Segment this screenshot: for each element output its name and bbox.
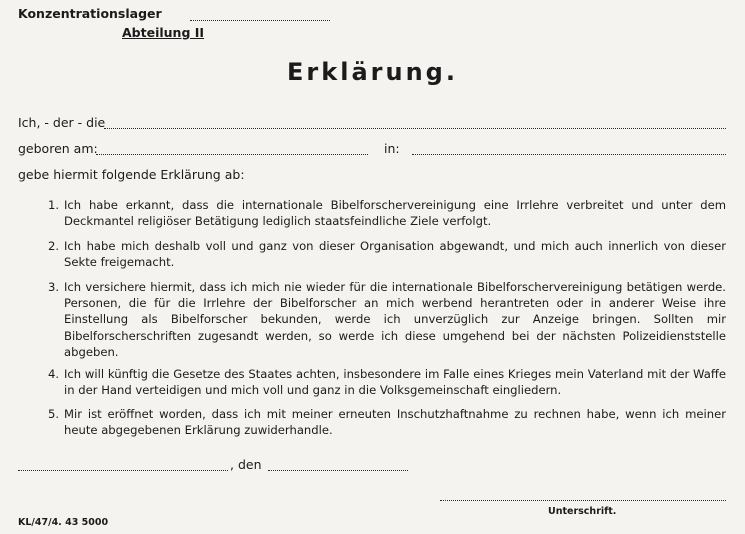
department-label: Abteilung II [122,25,205,40]
name-line [104,128,726,129]
item-number: 4. [48,367,60,381]
declaration-item [48,197,726,231]
item-number: 5. [48,407,60,421]
camp-label: Konzentrationslager [18,6,162,21]
item-text: Ich habe erkannt, dass die internationale Bibelforschervereinigung eine Irrlehre verbreitet und unter dem Deckmantel religiöser Betätigung lediglich staatsfeindliche Ziele verfolgt. [64,198,726,229]
declaration-item [48,238,726,272]
declaration-item [48,366,726,400]
birth-date-line [96,154,368,155]
item-number: 3. [48,280,60,294]
signature-line [440,500,726,501]
declaration-item [48,406,726,440]
birth-place-label: in: [384,141,400,156]
form-code: KL/47/4. 43 5000 [18,517,109,528]
intro-text: gebe hiermit folgende Erklärung ab: [18,167,245,182]
camp-name-line [190,20,330,21]
item-number: 2. [48,239,60,253]
signature-label: Unterschrift. [548,506,617,517]
item-text: Ich habe mich deshalb voll und ganz von dieser Organisation abgewandt, und mich auch innerlich von dieser Sekte freigemacht. [64,239,726,270]
item-text: Mir ist eröffnet worden, dass ich mit meiner erneuten Inschutzhaftnahme zu rechnen habe, wenn ich meiner heute abgegebenen Erklärung zuwiderhandle. [64,407,726,438]
birth-place-line [412,154,726,155]
born-label: geboren am: [18,141,98,156]
item-number: 1. [48,198,60,212]
item-text: Ich will künftig die Gesetze des Staates achten, insbesondere im Falle eines Krieges mein Vaterland mit der Waffe in der Hand verteidigen und mich voll und ganz in die Volksgemeinschaft eingliedern. [64,367,726,398]
place-line [18,470,228,471]
declaration-item [48,279,726,361]
name-label: Ich, - der - die [18,115,106,130]
item-text: Ich versichere hiermit, dass ich mich nie wieder für die internationale Bibelforschervereinigung betätigen werde. Personen, die für die Irrlehre der Bibelforscher an mich werbend herantreten oder in anderer Weise ihre Einstellung als Bibelforscher bekunden, werde ich unverzüglich zur Anzeige bringen. Sollten mir Bibelforscherschriften zugesandt werden, so werde ich diese umgehend bei der nächsten Polizeidienststelle abgeben. [64,280,726,359]
date-label: , den [230,457,262,472]
date-line [268,470,408,471]
page-title: Erklärung. [287,58,458,86]
